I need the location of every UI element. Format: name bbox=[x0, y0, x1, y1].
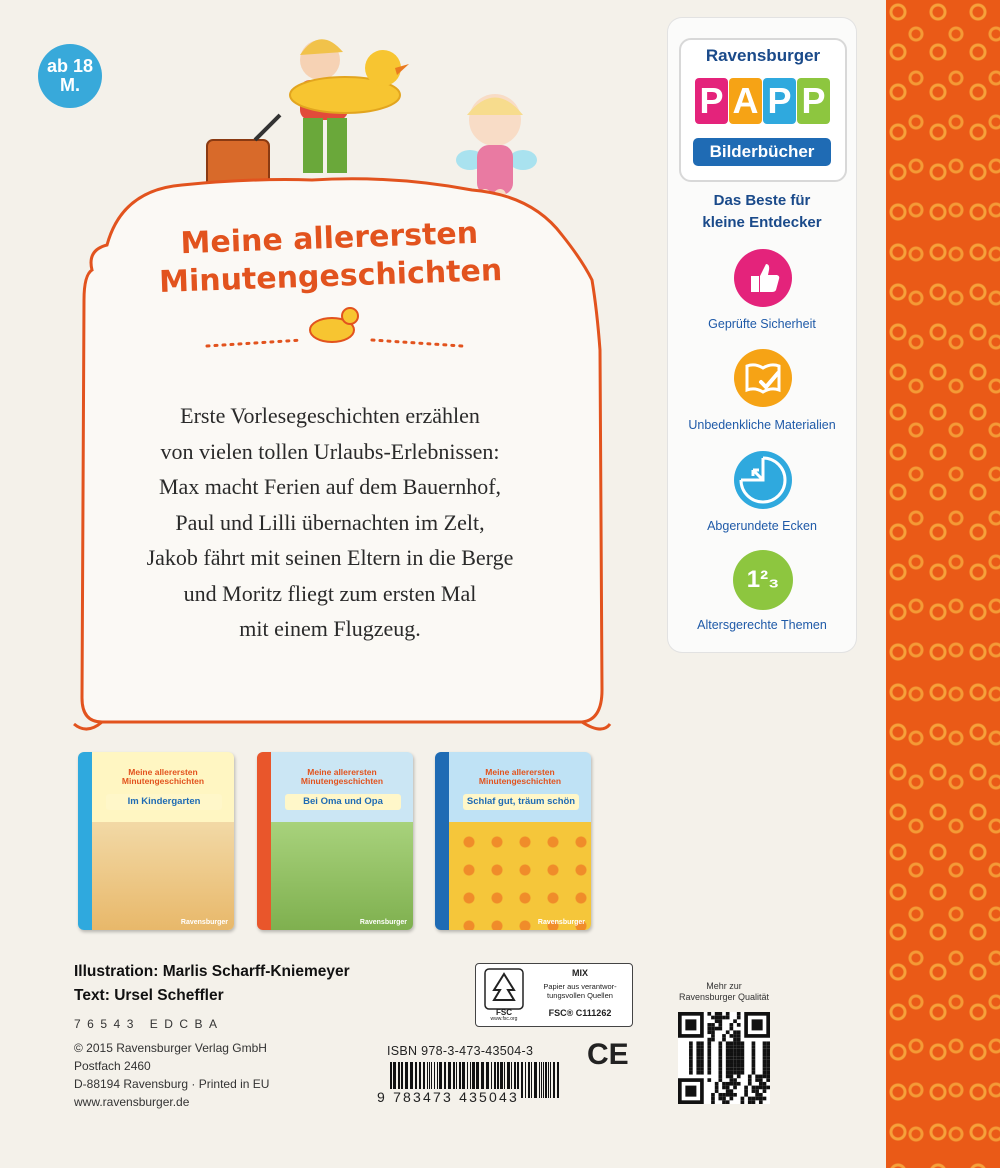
text-credit: Text: Ursel Scheffler bbox=[74, 987, 224, 1004]
fsc-label bbox=[475, 963, 633, 1027]
title-line1: Meine allerersten bbox=[179, 215, 479, 262]
cover-band bbox=[257, 752, 271, 930]
papp-letter-p3: P bbox=[797, 78, 830, 124]
fsc-desc-line2: tungsvollen Quellen bbox=[547, 991, 613, 1000]
story-line: Erste Vorlesegeschichten erzählen bbox=[180, 403, 480, 428]
print-run-code: 76543 EDCBA bbox=[74, 1017, 224, 1031]
fsc-site: www.fsc.org bbox=[490, 1016, 518, 1022]
feature-label-themes: Altersgerechte Themen bbox=[697, 618, 827, 632]
cover-title: Bei Oma und Opa bbox=[285, 794, 401, 810]
cover-scene bbox=[449, 822, 591, 930]
ravensburger-brand: Ravensburger bbox=[705, 46, 821, 65]
fsc-logo-text: FSC bbox=[496, 1008, 512, 1017]
feature-label-safety: Geprüfte Sicherheit bbox=[708, 317, 816, 331]
story-line: und Moritz fliegt zum ersten Mal bbox=[183, 580, 477, 606]
numbers-123-icon: 1²₃ bbox=[733, 550, 793, 610]
tagline-line1: Das Beste für bbox=[713, 192, 811, 209]
cover-title: Schlaf gut, träum schön bbox=[463, 794, 579, 810]
bilderbuecher-label: Bilderbücher bbox=[693, 138, 831, 166]
book-title bbox=[139, 213, 521, 302]
panel-tagline bbox=[680, 190, 844, 234]
cover-publisher: Ravensburger bbox=[180, 919, 228, 926]
fsc-description bbox=[532, 982, 628, 1000]
book-cover-oma-opa bbox=[257, 752, 413, 930]
qr-caption bbox=[664, 981, 784, 1003]
papp-letter-p2: P bbox=[763, 78, 796, 124]
decorative-orange-strip bbox=[886, 0, 1000, 1168]
isbn-number: ISBN 978-3-473-43504-3 bbox=[387, 1044, 534, 1058]
illustration-credit: Illustration: Marlis Scharff-Kniemeyer bbox=[74, 963, 350, 980]
cover-series: Meine allerersten Minutengeschichten bbox=[478, 767, 562, 786]
cover-publisher: Ravensburger bbox=[537, 919, 585, 926]
fsc-mix: MIX bbox=[571, 968, 588, 978]
book-cover-schlaf-gut bbox=[435, 752, 591, 930]
address-line: © 2015 Ravensburger Verlag GmbH bbox=[74, 1041, 267, 1055]
book-cover-kindergarten bbox=[78, 752, 234, 930]
story-line: mit einem Flugzeug. bbox=[239, 616, 421, 641]
title-line2: Minutengeschichten bbox=[158, 253, 503, 300]
feature-label-materials: Unbedenkliche Materialien bbox=[688, 418, 836, 432]
website-link[interactable]: www.ravensburger.de bbox=[74, 1095, 190, 1109]
cover-series: Meine allerersten Minutengeschichten bbox=[300, 767, 384, 786]
papp-letter-a: A bbox=[729, 78, 762, 124]
tagline-line2: kleine Entdecker bbox=[702, 214, 822, 231]
thumbs-up-icon bbox=[733, 248, 793, 308]
story-line: Max macht Ferien auf dem Bauernhof, bbox=[158, 474, 502, 499]
story-line: von vielen tollen Urlaubs-Erlebnissen: bbox=[160, 438, 500, 464]
cover-band bbox=[435, 752, 449, 930]
qr-code[interactable] bbox=[678, 1012, 770, 1104]
papp-letter-p: P bbox=[695, 78, 728, 124]
cover-title: Im Kindergarten bbox=[106, 794, 222, 810]
story-line: Paul und Lilli übernachten im Zelt, bbox=[175, 509, 485, 535]
age-badge bbox=[38, 44, 102, 108]
cover-scene bbox=[271, 822, 413, 930]
address-line: D-88194 Ravensburg · Printed in EU bbox=[74, 1077, 270, 1091]
cover-band bbox=[78, 752, 92, 930]
cover-publisher: Ravensburger bbox=[359, 919, 407, 926]
qr-caption-line2: Ravensburger Qualität bbox=[678, 992, 770, 1002]
story-blurb bbox=[110, 398, 550, 647]
fsc-tree-icon bbox=[484, 968, 524, 1010]
book-check-icon bbox=[733, 348, 793, 408]
ce-mark: CE bbox=[587, 1038, 629, 1071]
story-line: Jakob fährt mit seinen Eltern in die Berge bbox=[146, 545, 514, 570]
fsc-desc-line1: Papier aus verantwor- bbox=[543, 982, 617, 991]
fsc-code: FSC® C111262 bbox=[548, 1008, 612, 1018]
cover-series: Meine allerersten Minutengeschichten bbox=[121, 767, 205, 786]
feature-label-corners: Abgerundete Ecken bbox=[707, 519, 817, 533]
cover-scene bbox=[92, 822, 234, 930]
qr-caption-line1: Mehr zur bbox=[706, 981, 742, 991]
barcode-digits: 9 783473 435043 bbox=[377, 1089, 519, 1105]
age-badge-line1: ab 18 bbox=[46, 56, 94, 76]
age-badge-line2: M. bbox=[60, 75, 80, 95]
rounded-corner-icon bbox=[733, 450, 793, 510]
address-line: Postfach 2460 bbox=[74, 1059, 151, 1073]
